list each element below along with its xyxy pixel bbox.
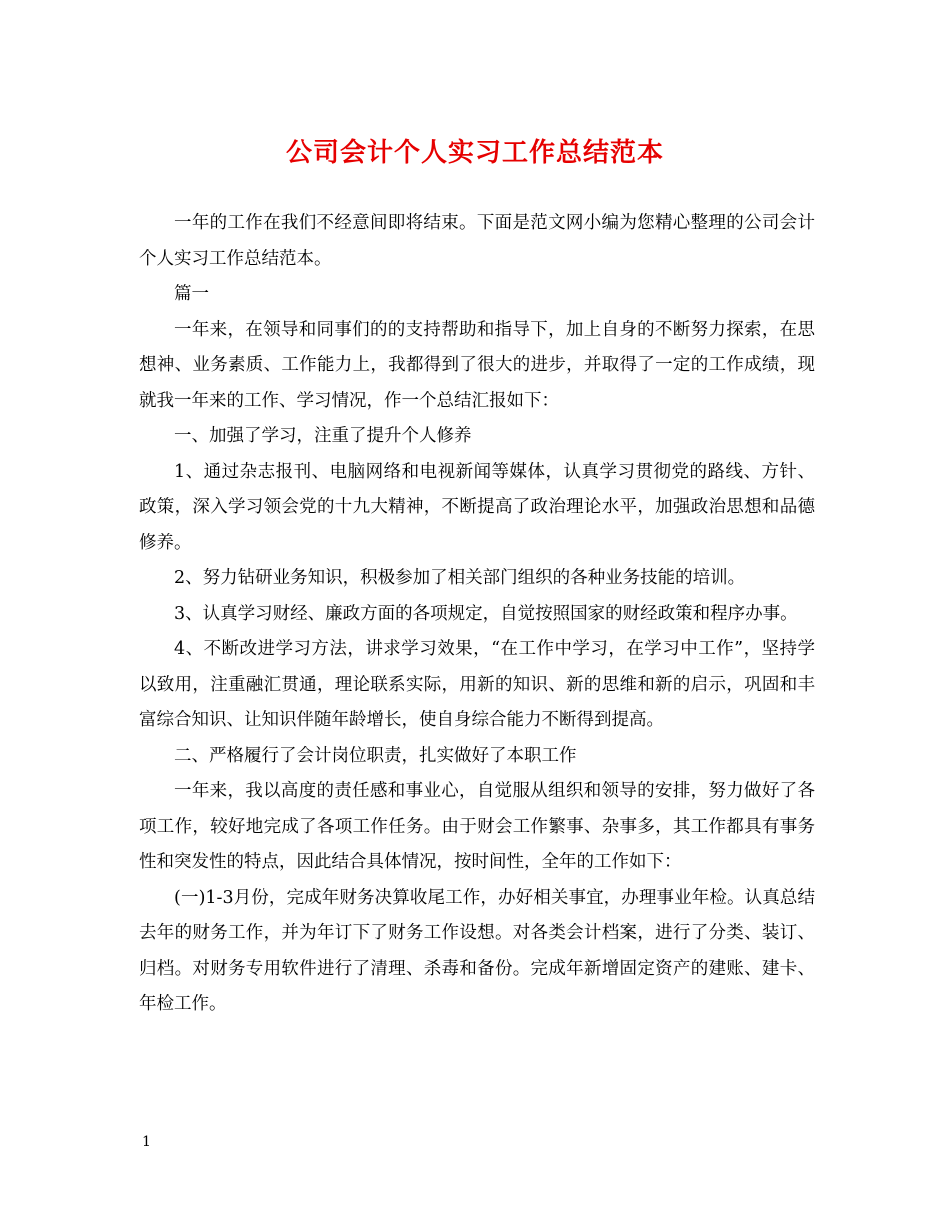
paragraph-duties: 一年来，我以高度的责任感和事业心，自觉服从组织和领导的安排，努力做好了各项工作，较好地完成了各项工作任务。由于财会工作繁事、杂事多，其工作都具有事务性和突发性的特点，因此结合具体情况，按时间性，全年的工作如下： xyxy=(139,781,815,872)
paragraph-q1-work: (一)1-3月份，完成年财务决算收尾工作，办好相关事宜，办理事业年检。认真总结去年的财务工作，并为年订下了财务工作设想。对各类会计档案，进行了分类、装订、归档。对财务专用软件进行了清理、杀毒和备份。完成年新增固定资产的建账、建卡、年检工作。 xyxy=(139,887,815,1014)
document-title: 公司会计个人实习工作总结范本 xyxy=(285,138,664,168)
paragraph-part-label: 篇一 xyxy=(174,284,209,304)
paragraph-intro: 一年的工作在我们不经意间即将结束。下面是范文网小编为您精心整理的公司会计个人实习工作总结范本。 xyxy=(139,213,815,269)
paragraph-item-3: 3、认真学习财经、廉政方面的各项规定，自觉按照国家的财经政策和程序办事。 xyxy=(174,603,798,624)
paragraph-item-4: 4、不断改进学习方法，讲求学习效果，“在工作中学习，在学习中工作”，坚持学以致用，注重融汇贯通，理论联系实际，用新的知识、新的思维和新的启示，巩固和丰富综合知识、让知识伴随年龄增长，使自身综合能力不断得到提高。 xyxy=(139,639,815,730)
page-number: 1 xyxy=(142,1134,151,1150)
section-heading-1: 一、加强了学习，注重了提升个人修养 xyxy=(174,426,472,446)
section-heading-2: 二、严格履行了会计岗位职责，扎实做好了本职工作 xyxy=(174,745,577,766)
paragraph-item-1: 1、通过杂志报刊、电脑网络和电视新闻等媒体，认真学习贯彻党的路线、方针、政策，深入学习领会党的十九大精神，不断提高了政治理论水平，加强政治思想和品德修养。 xyxy=(139,461,815,553)
paragraph-overview: 一年来，在领导和同事们的的支持帮助和指导下，加上自身的不断努力探索，在思想神、业务素质、工作能力上，我都得到了很大的进步，并取得了一定的工作成绩，现就我一年来的工作、学习情况，作一个总结汇报如下： xyxy=(139,319,815,411)
paragraph-item-2: 2、努力钻研业务知识，积极参加了相关部门组织的各种业务技能的培训。 xyxy=(174,568,746,588)
document-body xyxy=(139,206,815,1023)
